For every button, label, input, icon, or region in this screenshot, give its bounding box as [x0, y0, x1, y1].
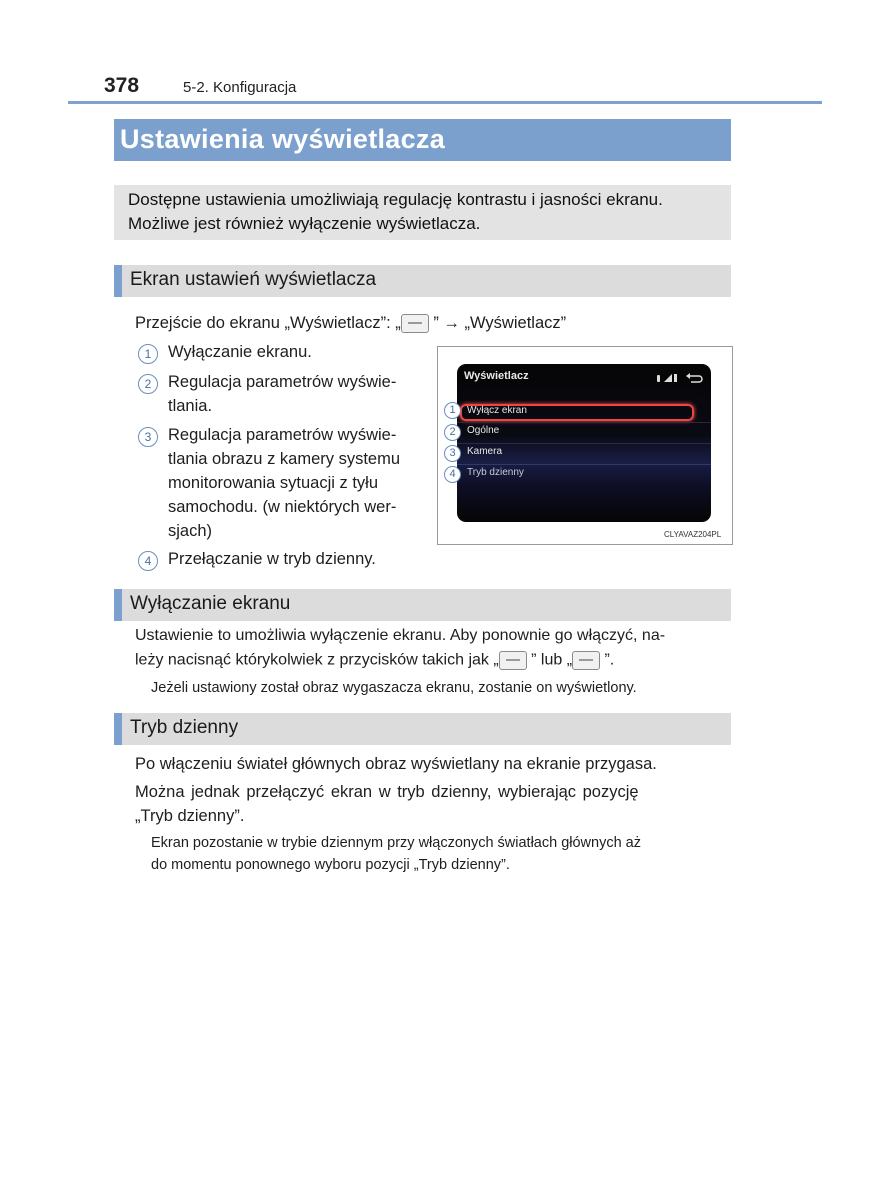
image-code: CLYAVAZ204PL: [664, 530, 722, 539]
path-prefix: Przejście do ekranu „Wyświetlacz”: „: [135, 314, 401, 332]
list-item: monitorowania sytuacji z tyłu: [168, 474, 379, 492]
screen-title: Wyświetlacz: [464, 370, 529, 382]
list-item: tlania.: [168, 397, 213, 415]
signal-icon: [664, 374, 672, 382]
screen-menu-item: Wyłącz ekran: [467, 405, 527, 416]
navigation-path: [135, 314, 566, 333]
intro-line: Dostępne ustawienia umożliwiają regulację kontrastu i jasności ekranu.: [128, 190, 663, 209]
list-item: Regulacja parametrów wyświe-: [168, 426, 397, 444]
subsection-header-screen-settings: [114, 265, 731, 297]
screen-menu-item: Tryb dzienny: [457, 464, 711, 485]
body-text: Można jednak przełączyć ekran w tryb dzienny, wybierając pozycję: [135, 783, 639, 801]
body-text: Ustawienie to umożliwia wyłączenie ekranu. Aby ponownie go włączyć, na-: [135, 627, 666, 644]
image-callout: 1: [444, 402, 461, 419]
body-text: leży nacisnąć którykolwiek z przycisków takich jak „ ” lub „ ”.: [135, 651, 615, 669]
subsection-title: Ekran ustawień wyświetlacza: [130, 269, 377, 290]
menu-button-icon: [572, 651, 600, 670]
image-callout: 2: [444, 424, 461, 441]
bluetooth-icon: [657, 375, 660, 382]
screen-menu-item: Kamera: [457, 443, 711, 464]
callout-number: 3: [138, 427, 158, 447]
image-callout: 3: [444, 445, 461, 462]
note-text: Jeżeli ustawiony został obraz wygaszacza ekranu, zostanie on wyświetlony.: [151, 680, 637, 696]
screen-menu-item: Ogólne: [457, 422, 711, 443]
subsection-accent: [114, 265, 122, 297]
intro-line: Możliwe jest również wyłączenie wyświetlacza.: [128, 214, 481, 233]
subsection-header-day-mode: [114, 713, 731, 745]
subsection-accent: [114, 713, 122, 745]
note-text: Ekran pozostanie w trybie dziennym przy włączonych światłach głównych aż: [151, 835, 641, 851]
body-text: Po włączeniu świateł głównych obraz wyświetlany na ekranie przygasa.: [135, 755, 657, 773]
subsection-accent: [114, 589, 122, 621]
subsection-header-screen-off: [114, 589, 731, 621]
header-divider: [68, 101, 822, 104]
page-number: 378: [104, 74, 140, 97]
audio-button-icon: [499, 651, 527, 670]
status-icons: [655, 372, 707, 384]
list-item: sjach): [168, 522, 213, 540]
subsection-title: Tryb dzienny: [130, 717, 239, 738]
page-title: Ustawienia wyświetlacza: [120, 124, 446, 154]
callout-number: 2: [138, 374, 158, 394]
menu-button-icon: [401, 314, 429, 333]
list-item: Wyłączanie ekranu.: [168, 343, 312, 361]
battery-icon: [674, 374, 677, 382]
back-icon: [689, 376, 702, 382]
list-item: samochodu. (w niektórych wer-: [168, 498, 397, 516]
callout-number: 4: [138, 551, 158, 571]
list-item: Regulacja parametrów wyświe-: [168, 373, 397, 391]
display-screenshot: [457, 364, 711, 522]
note-text: do momentu ponownego wyboru pozycji „Tryb dzienny”.: [151, 857, 510, 873]
body-text: „Tryb dzienny”.: [135, 807, 245, 825]
subsection-title: Wyłączanie ekranu: [130, 593, 291, 614]
callout-number: 1: [138, 344, 158, 364]
image-callout: 4: [444, 466, 461, 483]
section-label: 5-2. Konfiguracja: [183, 79, 297, 96]
list-item: tlania obrazu z kamery systemu: [168, 450, 401, 468]
path-suffix: ” → „Wyświetlacz”: [428, 314, 567, 332]
list-item: Przełączanie w tryb dzienny.: [168, 550, 376, 568]
